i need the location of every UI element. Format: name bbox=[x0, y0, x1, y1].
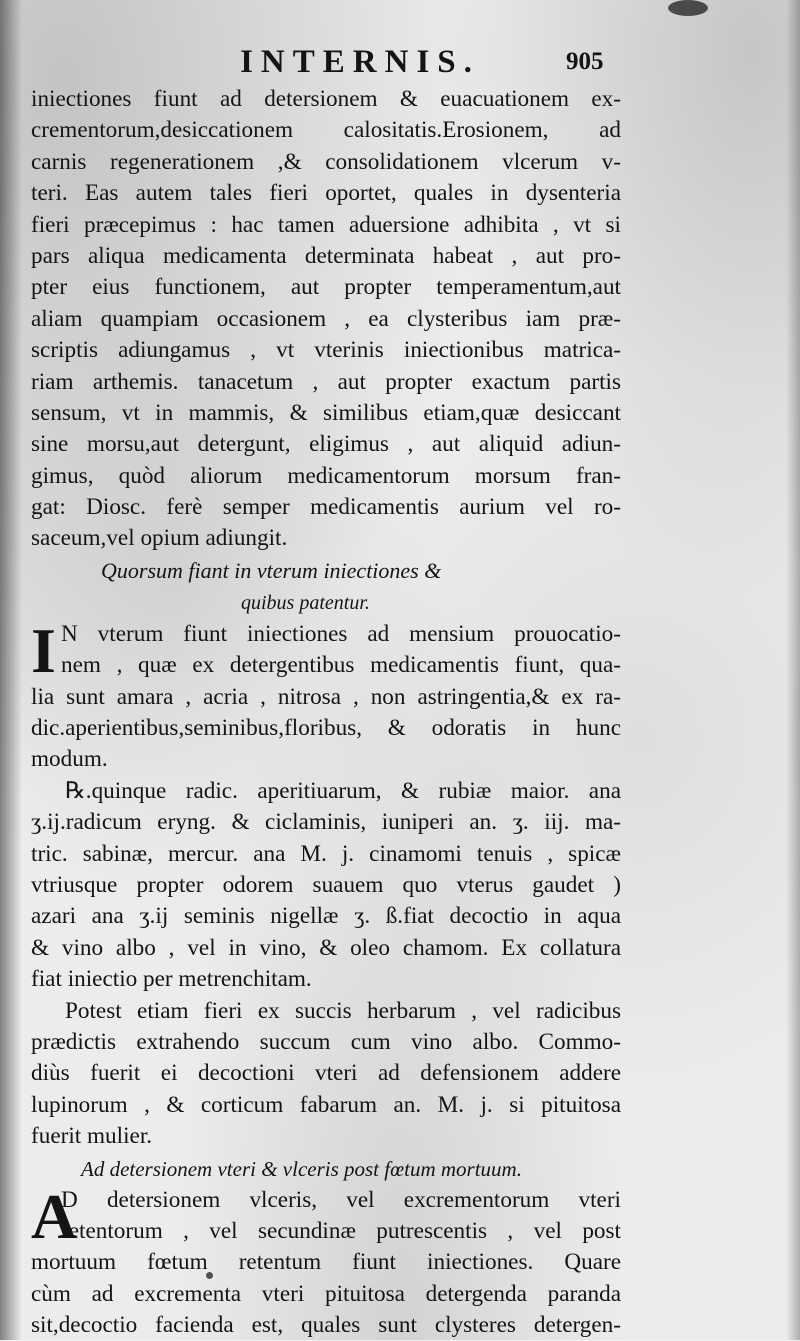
paragraph-1 bbox=[31, 84, 621, 555]
paragraph-2 bbox=[31, 619, 621, 776]
text-line: vtriusque propter odorem suauem quo vterus gaudet ) bbox=[31, 870, 621, 901]
text-line: fuerit mulier. bbox=[31, 1121, 621, 1152]
text-line: gat: Diosc. ferè semper medicamentis aurium vel ro- bbox=[31, 492, 621, 523]
drop-cap: I bbox=[31, 621, 56, 681]
text-line: cùm ad excrementa vteri pituitosa detergenda paranda bbox=[31, 1279, 621, 1310]
paragraph-5 bbox=[31, 1185, 621, 1341]
section-heading-2: Ad detersionem vteri & vlceris post fœtum mortuum. bbox=[31, 1153, 621, 1185]
page-edge-shadow bbox=[786, 0, 800, 1340]
paragraph-3 bbox=[31, 776, 621, 996]
text-line: pter eius functionem, aut propter temperamentum,aut bbox=[31, 272, 621, 303]
text-line: fiat iniectio per metrenchitam. bbox=[31, 964, 621, 995]
text-line: N vterum fiunt iniectiones ad mensium prouocatio- bbox=[31, 619, 621, 650]
text-line: gimus, quòd aliorum medicamentorum morsum fran- bbox=[31, 461, 621, 492]
text-line: Potest etiam fieri ex succis herbarum , vel radicibus bbox=[31, 996, 621, 1027]
section-heading-line-2: quibus patentur. bbox=[31, 587, 621, 619]
text-line: tric. sabinæ, mercur. ana M. j. cinamomi tenuis , spicæ bbox=[31, 839, 621, 870]
text-line: diùs fuerit ei decoctioni vteri ad defensionem addere bbox=[31, 1058, 621, 1089]
text-line: fieri præcepimus : hac tamen aduersione adhibita , vt si bbox=[31, 210, 621, 241]
binding-shadow bbox=[0, 0, 22, 1340]
drop-cap: A bbox=[31, 1187, 77, 1247]
page-number: 905 bbox=[566, 48, 604, 76]
text-line: crementorum,desiccationem calositatis.Erosionem, ad bbox=[31, 115, 621, 146]
text-line: & vino albo , vel in vino, & oleo chamom. Ex collatura bbox=[31, 933, 621, 964]
text-line: riam arthemis. tanacetum , aut propter exactum partis bbox=[31, 367, 621, 398]
text-line: retentorum , vel secundinæ putrescentis , vel post bbox=[31, 1216, 621, 1247]
text-line: nem , quæ ex detergentibus medicamentis fiunt, qua- bbox=[31, 650, 621, 681]
body-text bbox=[31, 84, 621, 1341]
text-line: pars aliqua medicamenta determinata habeat , aut pro- bbox=[31, 241, 621, 272]
ink-smudge bbox=[668, 0, 708, 16]
text-line: modum. bbox=[31, 744, 621, 775]
text-line: iniectiones fiunt ad detersionem & euacuationem ex- bbox=[31, 84, 621, 115]
text-line: lia sunt amara , acria , nitrosa , non astringentia,& ex ra- bbox=[31, 682, 621, 713]
running-title: INTERNIS. bbox=[200, 44, 520, 81]
text-line: azari ana ʒ.ij seminis nigellæ ʒ. ß.fiat decoctio in aqua bbox=[31, 901, 621, 932]
text-line: carnis regenerationem ,& consolidationem vlcerum v- bbox=[31, 147, 621, 178]
text-line: D detersionem vlceris, vel excrementorum vteri bbox=[31, 1185, 621, 1216]
paragraph-4 bbox=[31, 996, 621, 1153]
text-line: saceum,vel opium adiungit. bbox=[31, 523, 621, 554]
page-header bbox=[0, 44, 800, 84]
section-heading-line-1: Quorsum fiant in vterum iniectiones & bbox=[31, 555, 621, 587]
text-line: aliam quampiam occasionem , ea clysteribus iam præ- bbox=[31, 304, 621, 335]
text-line: dic.aperientibus,seminibus,floribus, & odoratis in hunc bbox=[31, 713, 621, 744]
text-line: sine morsu,aut detergunt, eligimus , aut aliquid adiun- bbox=[31, 429, 621, 460]
text-line: prædictis extrahendo succum cum vino albo. Commo- bbox=[31, 1027, 621, 1058]
text-line: ℞.quinque radic. aperitiuarum, & rubiæ maior. ana bbox=[31, 776, 621, 807]
text-line: sensum, vt in mammis, & similibus etiam,quæ desiccant bbox=[31, 398, 621, 429]
text-line: scriptis adiungamus , vt vterinis iniectionibus matrica- bbox=[31, 335, 621, 366]
text-line: lupinorum , & corticum fabarum an. M. j. si pituitosa bbox=[31, 1090, 621, 1121]
text-line: teri. Eas autem tales fieri oportet, quales in dysenteria bbox=[31, 178, 621, 209]
text-line: ʒ.ij.radicum eryng. & ciclaminis, iuniperi an. ʒ. iij. ma- bbox=[31, 807, 621, 838]
text-line: mortuum fœtum retentum fiunt iniectiones. Quare bbox=[31, 1247, 621, 1278]
text-line: sit,decoctio facienda est, quales sunt clysteres detergen- bbox=[31, 1310, 621, 1341]
